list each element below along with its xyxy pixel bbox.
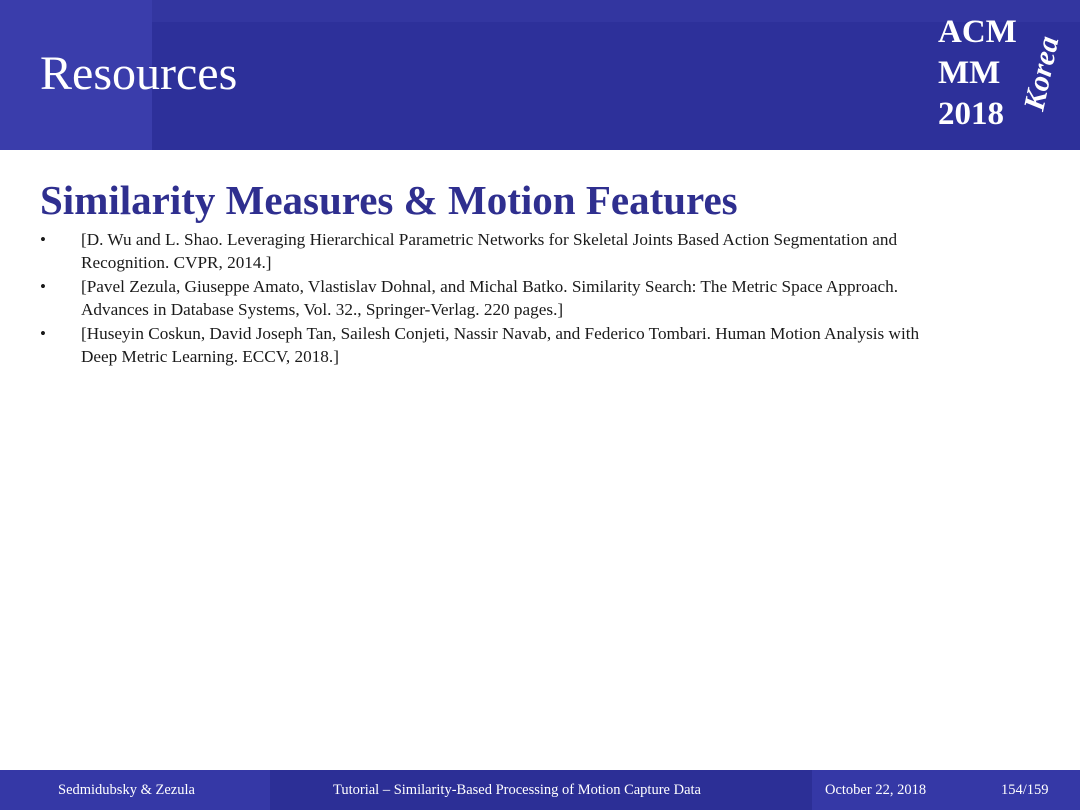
korea-script-text: Korea (1017, 33, 1066, 114)
footer-page-number: 154/159 (1001, 782, 1049, 798)
reference-line: Recognition. CVPR, 2014.] (81, 252, 272, 272)
reference-line: Deep Metric Learning. ECCV, 2018.] (81, 346, 339, 366)
footer-date-page-segment (812, 770, 1080, 810)
reference-line: [D. Wu and L. Shao. Leveraging Hierarchical Parametric Networks for Skeletal Joints Based Action Segmentation and (81, 230, 898, 249)
logo-acm: ACM (938, 14, 1017, 50)
footer-tutorial-segment (270, 770, 812, 810)
footer-tutorial-title: Tutorial – Similarity-Based Processing of Motion Capture Data (333, 782, 701, 798)
reference-line: [Pavel Zezula, Giuseppe Amato, Vlastislav Dohnal, and Michal Batko. Similarity Search: The Metric Space Approach. (81, 276, 899, 296)
slide-footer (0, 770, 1080, 810)
bullet-icon: • (40, 276, 46, 296)
reference-item (40, 229, 1060, 274)
slide-title: Resources (40, 47, 238, 100)
reference-item (40, 276, 1060, 321)
section-title: Similarity Measures & Motion Features (40, 177, 738, 223)
footer-authors: Sedmidubsky & Zezula (58, 782, 195, 798)
reference-line: Advances in Database Systems, Vol. 32., Springer-Verlag. 220 pages.] (81, 299, 564, 319)
reference-list (40, 229, 1060, 370)
slide-header (0, 0, 1080, 150)
logo-year: 2018 (938, 96, 1004, 132)
footer-authors-segment (0, 770, 270, 810)
korea-script-logo (1012, 24, 1066, 120)
reference-line: [Huseyin Coskun, David Joseph Tan, Sailesh Conjeti, Nassir Navab, and Federico Tombari. Human Motion Analysis with (81, 323, 920, 343)
logo-mm: MM (938, 55, 1001, 91)
reference-item (40, 323, 1060, 368)
bullet-icon: • (40, 323, 46, 343)
footer-date: October 22, 2018 (825, 782, 927, 798)
bullet-icon: • (40, 230, 46, 249)
